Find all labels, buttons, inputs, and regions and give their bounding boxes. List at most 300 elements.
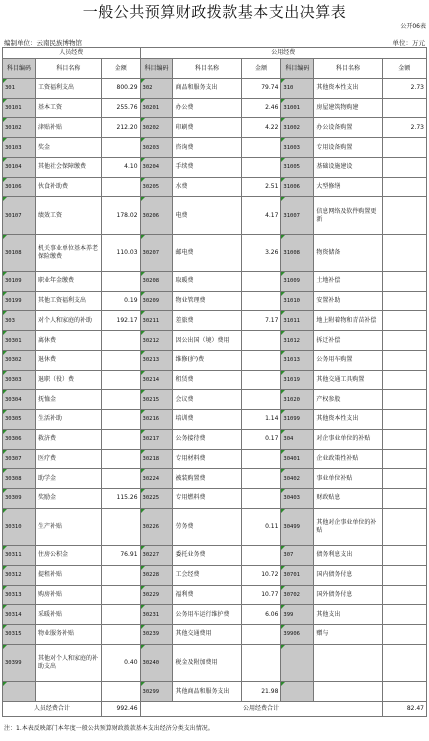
account-code-cell: 310 <box>281 79 314 99</box>
account-code-cell: 30309 <box>3 489 36 509</box>
column-header-amount: 金额 <box>101 59 140 79</box>
account-code-cell: 30101 <box>3 98 36 118</box>
column-header-name: 科目名称 <box>173 59 241 79</box>
account-name-cell: 邮电费 <box>173 234 241 271</box>
account-name-cell: 劳务费 <box>173 508 241 545</box>
account-name-cell: 抚恤金 <box>35 390 101 410</box>
account-name-cell: 安置补助 <box>314 291 382 311</box>
account-name-cell: 其他支出 <box>314 605 382 625</box>
account-code-cell: 30301 <box>3 331 36 351</box>
account-name-cell: 国外债务付息 <box>314 585 382 605</box>
account-code-cell: 30108 <box>3 234 36 271</box>
amount-cell: 0.17 <box>241 429 281 449</box>
amount-cell <box>382 410 426 430</box>
amount-cell: 0.40 <box>101 644 140 681</box>
account-name-cell: 差旅费 <box>173 311 241 331</box>
account-name-cell <box>314 644 382 681</box>
table-row <box>3 311 427 331</box>
account-name-cell: 咨询费 <box>173 138 241 158</box>
account-name-cell: 医疗费 <box>35 449 101 469</box>
amount-cell <box>382 234 426 271</box>
amount-cell: 79.74 <box>241 79 281 99</box>
account-code-cell: 30103 <box>3 138 36 158</box>
amount-cell <box>101 508 140 545</box>
account-code-cell <box>281 644 314 681</box>
table-row <box>3 390 427 410</box>
amount-cell <box>101 410 140 430</box>
account-name-cell: 因公出国（境）费用 <box>173 331 241 351</box>
total-personnel-label: 人员经费合计 <box>3 702 102 717</box>
account-code-cell: 30401 <box>281 449 314 469</box>
account-code-cell: 31010 <box>281 291 314 311</box>
amount-cell <box>382 331 426 351</box>
account-name-cell: 公务用车购置 <box>314 350 382 370</box>
amount-cell <box>382 291 426 311</box>
amount-cell <box>382 98 426 118</box>
account-code-cell: 31001 <box>281 98 314 118</box>
account-name-cell: 奖金 <box>35 138 101 158</box>
amount-cell <box>101 271 140 291</box>
account-name-cell: 救济费 <box>35 429 101 449</box>
amount-cell: 21.98 <box>241 682 281 702</box>
account-name-cell: 维修(护)费 <box>173 350 241 370</box>
account-code-cell: 31019 <box>281 370 314 390</box>
account-name-cell: 购房补贴 <box>35 585 101 605</box>
account-code-cell: 30204 <box>140 157 173 177</box>
account-name-cell: 生活补助 <box>35 410 101 430</box>
amount-cell: 6.06 <box>241 605 281 625</box>
amount-cell: 1.14 <box>241 410 281 430</box>
amount-cell: 0.19 <box>101 291 140 311</box>
amount-cell: 115.26 <box>101 489 140 509</box>
amount-cell: 2.46 <box>241 98 281 118</box>
account-name-cell: 对个人和家庭的补助 <box>35 311 101 331</box>
amount-cell <box>241 370 281 390</box>
amount-cell: 178.02 <box>101 197 140 234</box>
account-code-cell: 30701 <box>281 565 314 585</box>
table-row <box>3 271 427 291</box>
amount-cell <box>241 644 281 681</box>
table-row <box>3 98 427 118</box>
amount-cell <box>241 331 281 351</box>
account-name-cell: 生产补贴 <box>35 508 101 545</box>
account-name-cell: 委托业务费 <box>173 546 241 566</box>
table-row <box>3 625 427 645</box>
amount-cell <box>241 271 281 291</box>
table-row <box>3 331 427 351</box>
account-code-cell: 30228 <box>140 565 173 585</box>
amount-cell <box>241 138 281 158</box>
table-row <box>3 585 427 605</box>
currency-unit: 单位：万元 <box>392 39 425 47</box>
account-name-cell: 企业政策性补贴 <box>314 449 382 469</box>
table-row <box>3 546 427 566</box>
account-name-cell: 福利费 <box>173 585 241 605</box>
column-header-amount: 金额 <box>241 59 281 79</box>
table-row <box>3 291 427 311</box>
footnote: 注：1.本表反映部门本年度一般公共预算财政拨款基本支出经济分类支出情况。 <box>4 725 214 732</box>
account-code-cell: 30202 <box>140 118 173 138</box>
account-name-cell: 取暖费 <box>173 271 241 291</box>
table-row <box>3 605 427 625</box>
total-personnel-value: 992.46 <box>101 702 140 717</box>
amount-cell: 10.72 <box>241 565 281 585</box>
account-code-cell: 30311 <box>3 546 36 566</box>
account-name-cell: 绩效工资 <box>35 197 101 234</box>
account-code-cell: 302 <box>140 79 173 99</box>
account-code-cell: 30299 <box>140 682 173 702</box>
section-header-row <box>3 48 427 59</box>
amount-cell <box>101 390 140 410</box>
table-row <box>3 469 427 489</box>
amount-cell: 4.10 <box>101 157 140 177</box>
account-code-cell: 30109 <box>3 271 36 291</box>
amount-cell <box>101 370 140 390</box>
table-row <box>3 370 427 390</box>
account-name-cell: 国内债务付息 <box>314 565 382 585</box>
table-row <box>3 234 427 271</box>
amount-cell <box>241 291 281 311</box>
amount-cell <box>382 138 426 158</box>
amount-cell <box>382 508 426 545</box>
account-name-cell: 赠与 <box>314 625 382 645</box>
amount-cell <box>241 489 281 509</box>
amount-cell: 2.73 <box>382 79 426 99</box>
amount-cell: 192.17 <box>101 311 140 331</box>
account-name-cell: 机关事业单位基本养老保险缴费 <box>35 234 101 271</box>
amount-cell <box>101 565 140 585</box>
account-code-cell: 30225 <box>140 489 173 509</box>
amount-cell <box>101 138 140 158</box>
account-code-cell: 30214 <box>140 370 173 390</box>
amount-cell <box>241 157 281 177</box>
account-name-cell: 基础设施建设 <box>314 157 382 177</box>
table-row <box>3 79 427 99</box>
account-name-cell: 租赁费 <box>173 370 241 390</box>
account-code-cell: 30302 <box>3 350 36 370</box>
amount-cell <box>382 546 426 566</box>
account-name-cell: 退职（役）费 <box>35 370 101 390</box>
account-name-cell: 伙食补助费 <box>35 177 101 197</box>
account-name-cell: 其他社会保障缴费 <box>35 157 101 177</box>
account-code-cell: 30208 <box>140 271 173 291</box>
account-code-cell: 31003 <box>281 138 314 158</box>
table-row <box>3 177 427 197</box>
amount-cell <box>382 682 426 702</box>
account-code-cell: 30216 <box>140 410 173 430</box>
account-code-cell: 31008 <box>281 234 314 271</box>
account-name-cell: 会议费 <box>173 390 241 410</box>
account-code-cell: 30215 <box>140 390 173 410</box>
column-header-code: 科目编码 <box>140 59 173 79</box>
amount-cell: 2.51 <box>241 177 281 197</box>
account-name-cell: 工资福利支出 <box>35 79 101 99</box>
column-header-row <box>3 59 427 79</box>
column-header-amount: 金额 <box>382 59 426 79</box>
account-code-cell: 30212 <box>140 331 173 351</box>
account-name-cell: 地上附着物和青苗补偿 <box>314 311 382 331</box>
amount-cell <box>241 625 281 645</box>
amount-cell <box>382 489 426 509</box>
account-code-cell: 30315 <box>3 625 36 645</box>
amount-cell <box>101 331 140 351</box>
account-code-cell: 303 <box>3 311 36 331</box>
table-row <box>3 197 427 234</box>
account-name-cell: 事业单位补贴 <box>314 469 382 489</box>
amount-cell <box>382 370 426 390</box>
account-name-cell: 其他对个人和家庭的补助支出 <box>35 644 101 681</box>
account-code-cell: 30203 <box>140 138 173 158</box>
account-name-cell: 印刷费 <box>173 118 241 138</box>
account-code-cell: 30199 <box>3 291 36 311</box>
amount-cell <box>101 469 140 489</box>
table-row <box>3 565 427 585</box>
amount-cell <box>382 177 426 197</box>
amount-cell: 4.22 <box>241 118 281 138</box>
account-name-cell <box>35 682 101 702</box>
account-code-cell: 30218 <box>140 449 173 469</box>
account-name-cell: 住房公积金 <box>35 546 101 566</box>
account-code-cell: 30305 <box>3 410 36 430</box>
table-row <box>3 489 427 509</box>
account-code-cell: 30312 <box>3 565 36 585</box>
table-row <box>3 410 427 430</box>
account-code-cell: 30224 <box>140 469 173 489</box>
amount-cell <box>241 350 281 370</box>
account-name-cell: 其他资本性支出 <box>314 410 382 430</box>
amount-cell <box>101 585 140 605</box>
account-name-cell: 拆迁补偿 <box>314 331 382 351</box>
table-row <box>3 644 427 681</box>
account-code-cell: 39906 <box>281 625 314 645</box>
account-code-cell: 30402 <box>281 469 314 489</box>
account-name-cell: 助学金 <box>35 469 101 489</box>
expenditure-table <box>2 47 427 717</box>
account-name-cell: 电费 <box>173 197 241 234</box>
table-row <box>3 508 427 545</box>
account-code-cell: 31007 <box>281 197 314 234</box>
account-name-cell: 其他资本性支出 <box>314 79 382 99</box>
account-code-cell: 30240 <box>140 644 173 681</box>
total-public-value: 82.47 <box>382 702 426 717</box>
account-code-cell: 30303 <box>3 370 36 390</box>
account-code-cell: 399 <box>281 605 314 625</box>
column-header-name: 科目名称 <box>35 59 101 79</box>
account-code-cell: 30227 <box>140 546 173 566</box>
account-code-cell: 31006 <box>281 177 314 197</box>
account-name-cell: 物资储备 <box>314 234 382 271</box>
account-code-cell: 31013 <box>281 350 314 370</box>
table-row <box>3 449 427 469</box>
reporting-unit: 编制单位：云南民族博物馆 <box>4 39 82 47</box>
amount-cell <box>382 644 426 681</box>
amount-cell: 76.91 <box>101 546 140 566</box>
amount-cell <box>241 449 281 469</box>
table-row <box>3 138 427 158</box>
account-name-cell: 财政贴息 <box>314 489 382 509</box>
account-name-cell: 其他交通工具购置 <box>314 370 382 390</box>
account-name-cell: 专用燃料费 <box>173 489 241 509</box>
account-name-cell: 其他商品和服务支出 <box>173 682 241 702</box>
amount-cell <box>382 311 426 331</box>
account-code-cell: 30314 <box>3 605 36 625</box>
account-code-cell: 30306 <box>3 429 36 449</box>
amount-cell <box>382 565 426 585</box>
amount-cell <box>382 469 426 489</box>
account-code-cell: 307 <box>281 546 314 566</box>
amount-cell: 3.26 <box>241 234 281 271</box>
account-name-cell <box>314 682 382 702</box>
account-code-cell: 30213 <box>140 350 173 370</box>
amount-cell <box>382 625 426 645</box>
amount-cell <box>382 157 426 177</box>
account-name-cell: 大型修缮 <box>314 177 382 197</box>
account-code-cell: 30307 <box>3 449 36 469</box>
amount-cell: 255.76 <box>101 98 140 118</box>
table-row <box>3 350 427 370</box>
account-code-cell: 31002 <box>281 118 314 138</box>
account-name-cell: 采暖补贴 <box>35 605 101 625</box>
form-number: 公开06表 <box>400 23 426 30</box>
amount-cell <box>241 469 281 489</box>
account-name-cell: 公务用车运行维护费 <box>173 605 241 625</box>
account-code-cell: 30239 <box>140 625 173 645</box>
amount-cell <box>101 350 140 370</box>
amount-cell <box>382 429 426 449</box>
table-row <box>3 157 427 177</box>
account-code-cell: 31099 <box>281 410 314 430</box>
amount-cell <box>382 585 426 605</box>
table-row <box>3 429 427 449</box>
account-name-cell: 工会经费 <box>173 565 241 585</box>
account-code-cell: 30229 <box>140 585 173 605</box>
account-code-cell <box>281 682 314 702</box>
column-header-code: 科目编码 <box>281 59 314 79</box>
account-name-cell: 房屋建筑物购建 <box>314 98 382 118</box>
amount-cell <box>382 271 426 291</box>
account-code-cell: 31012 <box>281 331 314 351</box>
account-code-cell: 30310 <box>3 508 36 545</box>
account-name-cell: 其他对企事业单位的补贴 <box>314 508 382 545</box>
account-code-cell: 30209 <box>140 291 173 311</box>
amount-cell <box>101 449 140 469</box>
amount-cell: 10.77 <box>241 585 281 605</box>
account-name-cell: 信息网络及软件购置更新 <box>314 197 382 234</box>
account-name-cell: 物业服务补贴 <box>35 625 101 645</box>
account-name-cell: 办公设备购置 <box>314 118 382 138</box>
account-name-cell: 土地补偿 <box>314 271 382 291</box>
account-code-cell: 31020 <box>281 390 314 410</box>
account-code-cell: 30399 <box>3 644 36 681</box>
amount-cell: 800.29 <box>101 79 140 99</box>
account-name-cell: 专用设备购置 <box>314 138 382 158</box>
account-code-cell: 30207 <box>140 234 173 271</box>
account-name-cell: 其他工资福利支出 <box>35 291 101 311</box>
account-name-cell: 物业管理费 <box>173 291 241 311</box>
amount-cell <box>101 177 140 197</box>
account-code-cell: 31009 <box>281 271 314 291</box>
report-title: 一般公共预算财政拨款基本支出决算表 <box>82 3 347 21</box>
amount-cell <box>382 605 426 625</box>
account-code-cell: 30702 <box>281 585 314 605</box>
account-name-cell: 退休费 <box>35 350 101 370</box>
amount-cell: 0.11 <box>241 508 281 545</box>
account-name-cell: 培训费 <box>173 410 241 430</box>
account-name-cell: 对企事业单位的补贴 <box>314 429 382 449</box>
account-code-cell <box>3 682 36 702</box>
amount-cell <box>241 390 281 410</box>
account-code-cell: 30313 <box>3 585 36 605</box>
account-code-cell: 30226 <box>140 508 173 545</box>
account-code-cell: 30499 <box>281 508 314 545</box>
account-code-cell: 30102 <box>3 118 36 138</box>
amount-cell <box>382 350 426 370</box>
account-code-cell: 30403 <box>281 489 314 509</box>
amount-cell <box>101 605 140 625</box>
amount-cell <box>382 390 426 410</box>
amount-cell <box>101 429 140 449</box>
account-name-cell: 离休费 <box>35 331 101 351</box>
total-row <box>3 702 427 717</box>
amount-cell <box>382 197 426 234</box>
account-name-cell: 手续费 <box>173 157 241 177</box>
amount-cell <box>241 546 281 566</box>
account-name-cell: 债务利息支出 <box>314 546 382 566</box>
amount-cell: 4.17 <box>241 197 281 234</box>
account-name-cell: 税金及附加费用 <box>173 644 241 681</box>
column-header-name: 科目名称 <box>314 59 382 79</box>
account-code-cell: 30206 <box>140 197 173 234</box>
account-name-cell: 基本工资 <box>35 98 101 118</box>
account-name-cell: 提租补贴 <box>35 565 101 585</box>
column-header-code: 科目编码 <box>3 59 36 79</box>
account-name-cell: 水费 <box>173 177 241 197</box>
account-code-cell: 31005 <box>281 157 314 177</box>
account-name-cell: 商品和服务支出 <box>173 79 241 99</box>
account-code-cell: 30304 <box>3 390 36 410</box>
amount-cell <box>101 682 140 702</box>
amount-cell <box>101 625 140 645</box>
account-name-cell: 职业年金缴费 <box>35 271 101 291</box>
amount-cell: 2.73 <box>382 118 426 138</box>
amount-cell: 110.03 <box>101 234 140 271</box>
account-code-cell: 30201 <box>140 98 173 118</box>
account-name-cell: 被装购置费 <box>173 469 241 489</box>
account-code-cell: 31011 <box>281 311 314 331</box>
account-name-cell: 其他交通费用 <box>173 625 241 645</box>
section-public-header: 公用经费 <box>140 48 426 59</box>
account-name-cell: 奖励金 <box>35 489 101 509</box>
account-code-cell: 30217 <box>140 429 173 449</box>
account-name-cell: 专用材料费 <box>173 449 241 469</box>
account-code-cell: 30211 <box>140 311 173 331</box>
account-name-cell: 津贴补贴 <box>35 118 101 138</box>
amount-cell: 212.20 <box>101 118 140 138</box>
account-code-cell: 30205 <box>140 177 173 197</box>
section-personnel-header: 人员经费 <box>3 48 141 59</box>
account-code-cell: 301 <box>3 79 36 99</box>
account-code-cell: 30308 <box>3 469 36 489</box>
amount-cell <box>382 449 426 469</box>
table-row <box>3 682 427 702</box>
account-code-cell: 304 <box>281 429 314 449</box>
account-name-cell: 办公费 <box>173 98 241 118</box>
total-public-label: 公用经费合计 <box>140 702 382 717</box>
table-row <box>3 118 427 138</box>
account-code-cell: 30231 <box>140 605 173 625</box>
account-code-cell: 30104 <box>3 157 36 177</box>
account-name-cell: 产权参股 <box>314 390 382 410</box>
